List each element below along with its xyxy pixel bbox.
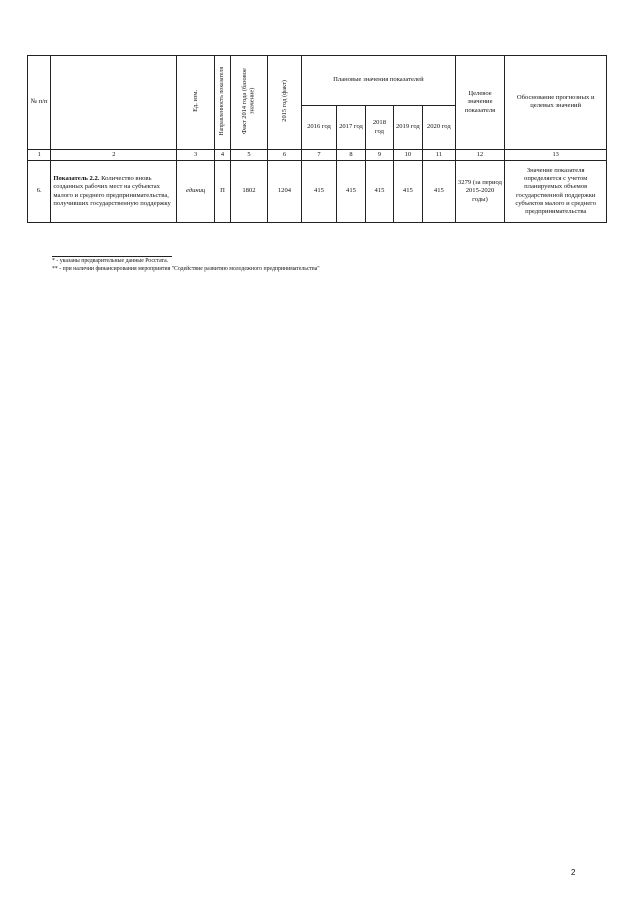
column-number: 11 <box>423 150 456 161</box>
header-direction <box>214 56 230 150</box>
column-number: 10 <box>393 150 422 161</box>
indicators-table <box>27 55 607 223</box>
header-unit-label: Ед. изм. <box>191 89 199 112</box>
indicator-text: Количество вновь созданных рабочих мест на субъектах малого и среднего предпринимательства, получивших государственную поддержку <box>53 175 171 207</box>
column-number: 4 <box>214 150 230 161</box>
header-direction-label: Направленность показателя <box>219 66 226 136</box>
row-fact-2014: 1802 <box>231 161 268 223</box>
header-year-2016: 2016 год <box>302 106 337 150</box>
header-target: Целевое значение показателя <box>455 56 505 150</box>
header-fact-2014-label: Факт 2014 года (базовое значение) <box>241 67 256 134</box>
header-year-2017: 2017 год <box>336 106 365 150</box>
row-fact-2015: 1204 <box>267 161 302 223</box>
footnote-2: ** - при наличии финансирования мероприятия "Содействие развитию молодежного предпринимательства" <box>52 265 320 272</box>
header-year-2018: 2018 год <box>366 106 393 150</box>
row-value-2019: 415 <box>393 161 422 223</box>
column-number: 6 <box>267 150 302 161</box>
footnote-1: * - указаны предварительные данные Росстата. <box>52 258 169 264</box>
header-fact-2015 <box>267 56 302 150</box>
column-number: 1 <box>28 150 51 161</box>
header-justification: Обоснование прогнозных и целевых значений <box>505 56 607 150</box>
row-value-2020: 415 <box>423 161 456 223</box>
row-value-2016: 415 <box>302 161 337 223</box>
column-numbers-row <box>28 150 607 161</box>
indicator-title: Показатель 2.2. <box>53 175 100 183</box>
table-row <box>28 161 607 223</box>
header-planned: Плановые значения показателей <box>302 56 455 106</box>
header-year-2019: 2019 год <box>393 106 422 150</box>
footnotes <box>52 256 320 274</box>
row-unit: единиц <box>177 161 215 223</box>
column-number: 7 <box>302 150 337 161</box>
column-number: 8 <box>336 150 365 161</box>
header-fact-2015-label: 2015 год (факт) <box>280 80 288 122</box>
row-justification: Значение показателя определяется с учетом планируемых объемов государственной поддержки субъектов малого и среднего предпринимательства <box>505 161 607 223</box>
header-indicator <box>51 56 177 150</box>
header-fact-2014 <box>231 56 268 150</box>
row-direction: П <box>214 161 230 223</box>
column-number: 5 <box>231 150 268 161</box>
header-num: № п/п <box>28 56 51 150</box>
column-number: 9 <box>366 150 393 161</box>
page-number: 2 <box>571 868 576 877</box>
row-num: 6. <box>28 161 51 223</box>
header-year-2020: 2020 год <box>423 106 456 150</box>
row-value-2017: 415 <box>336 161 365 223</box>
column-number: 2 <box>51 150 177 161</box>
header-unit <box>177 56 215 150</box>
column-number: 12 <box>455 150 505 161</box>
row-value-2018: 415 <box>366 161 393 223</box>
footnote-divider <box>52 256 172 257</box>
row-indicator <box>51 161 177 223</box>
column-number: 3 <box>177 150 215 161</box>
row-target: 3279 (за период 2015-2020 годы) <box>455 161 505 223</box>
column-number: 13 <box>505 150 607 161</box>
